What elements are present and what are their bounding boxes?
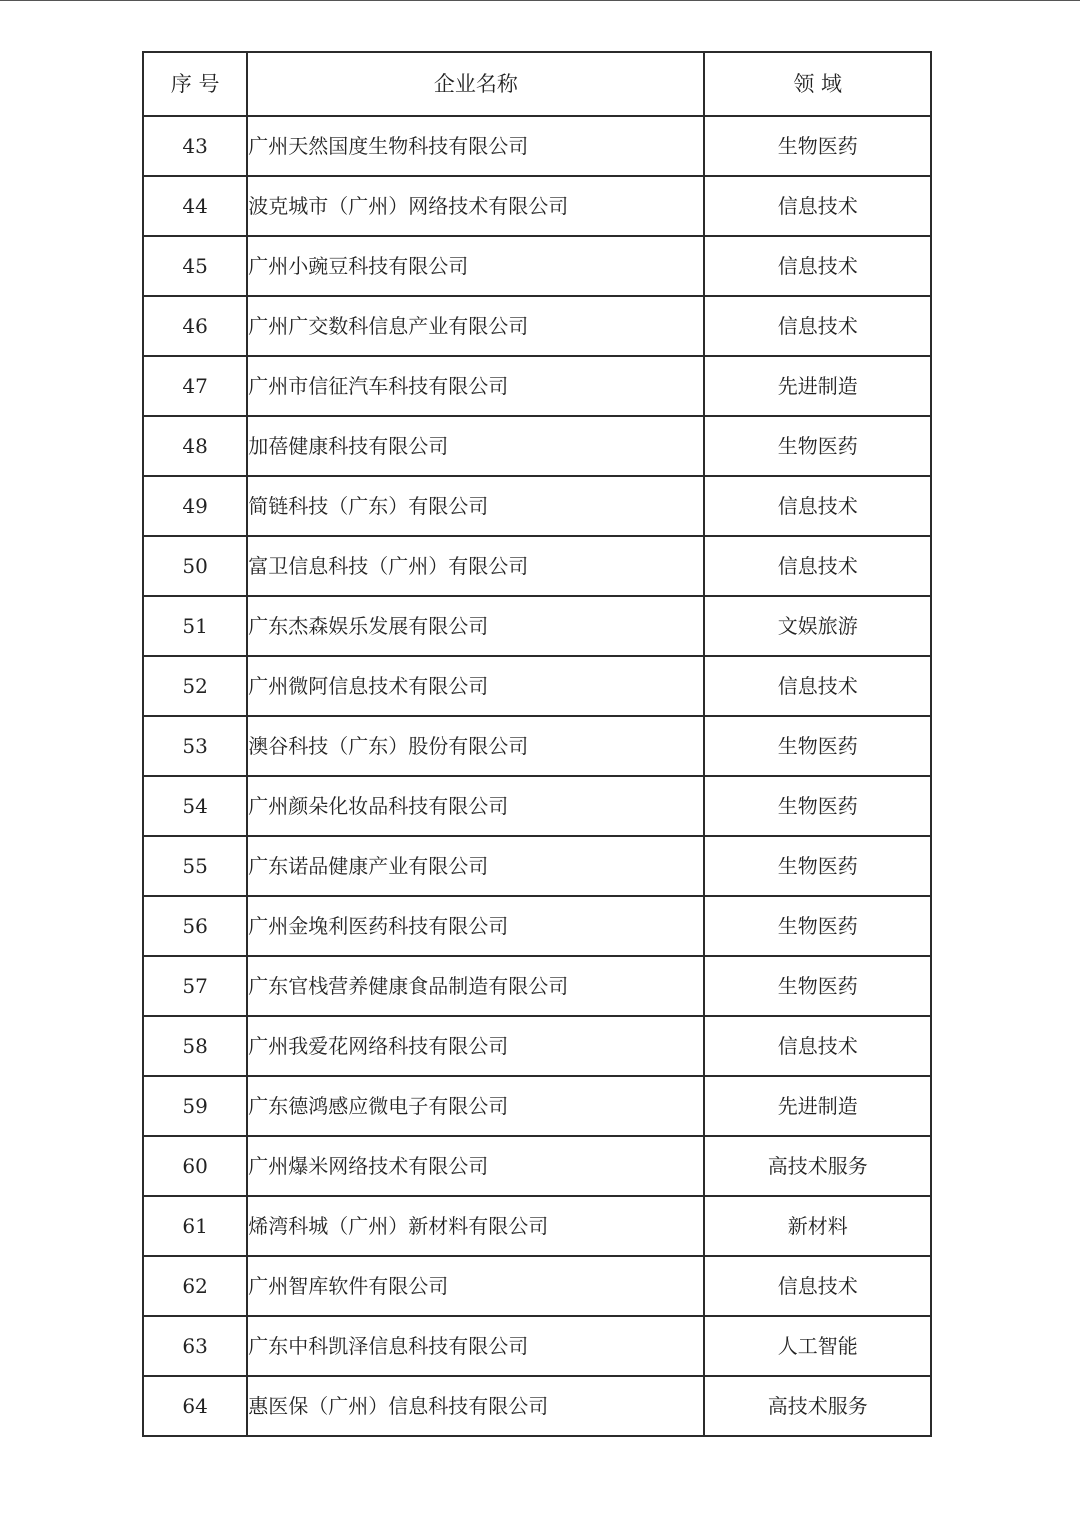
row-number: 50 <box>143 536 247 596</box>
row-company-name: 广东诺品健康产业有限公司 <box>247 836 704 896</box>
table-row <box>143 356 931 416</box>
row-number: 54 <box>143 776 247 836</box>
table-row <box>143 176 931 236</box>
row-number: 58 <box>143 1016 247 1076</box>
row-number: 43 <box>143 116 247 176</box>
table-row <box>143 536 931 596</box>
row-field: 生物医药 <box>704 836 931 896</box>
table-row <box>143 656 931 716</box>
table-row <box>143 1316 931 1376</box>
row-number: 61 <box>143 1196 247 1256</box>
row-company-name: 广东官栈营养健康食品制造有限公司 <box>247 956 704 1016</box>
row-company-name: 广州市信征汽车科技有限公司 <box>247 356 704 416</box>
row-company-name: 广州金堍利医药科技有限公司 <box>247 896 704 956</box>
row-number: 52 <box>143 656 247 716</box>
row-number: 48 <box>143 416 247 476</box>
row-number: 53 <box>143 716 247 776</box>
table-row <box>143 596 931 656</box>
table-row <box>143 116 931 176</box>
row-field: 生物医药 <box>704 896 931 956</box>
row-field: 生物医药 <box>704 116 931 176</box>
row-field: 信息技术 <box>704 1016 931 1076</box>
table-row <box>143 1256 931 1316</box>
table-row <box>143 1016 931 1076</box>
table-row <box>143 236 931 296</box>
row-field: 文娱旅游 <box>704 596 931 656</box>
row-company-name: 烯湾科城（广州）新材料有限公司 <box>247 1196 704 1256</box>
row-company-name: 富卫信息科技（广州）有限公司 <box>247 536 704 596</box>
row-company-name: 广州智库软件有限公司 <box>247 1256 704 1316</box>
row-company-name: 广州颜朵化妆品科技有限公司 <box>247 776 704 836</box>
company-table <box>142 51 932 1437</box>
row-field: 新材料 <box>704 1196 931 1256</box>
row-number: 46 <box>143 296 247 356</box>
row-number: 47 <box>143 356 247 416</box>
row-company-name: 广州天然国度生物科技有限公司 <box>247 116 704 176</box>
row-field: 先进制造 <box>704 356 931 416</box>
row-field: 信息技术 <box>704 476 931 536</box>
row-company-name: 加蓓健康科技有限公司 <box>247 416 704 476</box>
row-field: 信息技术 <box>704 656 931 716</box>
row-company-name: 广州小豌豆科技有限公司 <box>247 236 704 296</box>
row-field: 高技术服务 <box>704 1136 931 1196</box>
row-company-name: 波克城市（广州）网络技术有限公司 <box>247 176 704 236</box>
row-number: 59 <box>143 1076 247 1136</box>
row-number: 51 <box>143 596 247 656</box>
table-row <box>143 1196 931 1256</box>
table-row <box>143 1136 931 1196</box>
row-company-name: 惠医保（广州）信息科技有限公司 <box>247 1376 704 1436</box>
header-field: 领 域 <box>704 52 931 116</box>
row-number: 63 <box>143 1316 247 1376</box>
row-field: 信息技术 <box>704 296 931 356</box>
row-number: 57 <box>143 956 247 1016</box>
row-company-name: 简链科技（广东）有限公司 <box>247 476 704 536</box>
table-row <box>143 716 931 776</box>
header-company-name: 企业名称 <box>247 52 704 116</box>
row-company-name: 广东杰森娱乐发展有限公司 <box>247 596 704 656</box>
row-number: 64 <box>143 1376 247 1436</box>
row-company-name: 广州我爱花网络科技有限公司 <box>247 1016 704 1076</box>
table-row <box>143 956 931 1016</box>
header-row <box>143 52 931 116</box>
row-field: 信息技术 <box>704 1256 931 1316</box>
row-field: 生物医药 <box>704 956 931 1016</box>
row-field: 生物医药 <box>704 416 931 476</box>
row-company-name: 广东德鸿感应微电子有限公司 <box>247 1076 704 1136</box>
table-row <box>143 1376 931 1436</box>
table-row <box>143 896 931 956</box>
table-row <box>143 1076 931 1136</box>
row-number: 45 <box>143 236 247 296</box>
row-company-name: 广州广交数科信息产业有限公司 <box>247 296 704 356</box>
row-company-name: 澳谷科技（广东）股份有限公司 <box>247 716 704 776</box>
row-company-name: 广州微阿信息技术有限公司 <box>247 656 704 716</box>
row-field: 先进制造 <box>704 1076 931 1136</box>
table-header <box>143 52 931 116</box>
row-field: 高技术服务 <box>704 1376 931 1436</box>
row-field: 信息技术 <box>704 176 931 236</box>
page-top-rule <box>0 0 1080 1</box>
table-row <box>143 476 931 536</box>
row-field: 生物医药 <box>704 776 931 836</box>
table-row <box>143 416 931 476</box>
row-field: 信息技术 <box>704 536 931 596</box>
table-row <box>143 836 931 896</box>
table-row <box>143 296 931 356</box>
table-row <box>143 776 931 836</box>
row-number: 60 <box>143 1136 247 1196</box>
header-number: 序 号 <box>143 52 247 116</box>
row-number: 49 <box>143 476 247 536</box>
table-body <box>143 116 931 1436</box>
row-company-name: 广州爆米网络技术有限公司 <box>247 1136 704 1196</box>
row-number: 62 <box>143 1256 247 1316</box>
row-number: 55 <box>143 836 247 896</box>
row-company-name: 广东中科凯泽信息科技有限公司 <box>247 1316 704 1376</box>
row-field: 人工智能 <box>704 1316 931 1376</box>
row-number: 44 <box>143 176 247 236</box>
row-number: 56 <box>143 896 247 956</box>
row-field: 生物医药 <box>704 716 931 776</box>
row-field: 信息技术 <box>704 236 931 296</box>
